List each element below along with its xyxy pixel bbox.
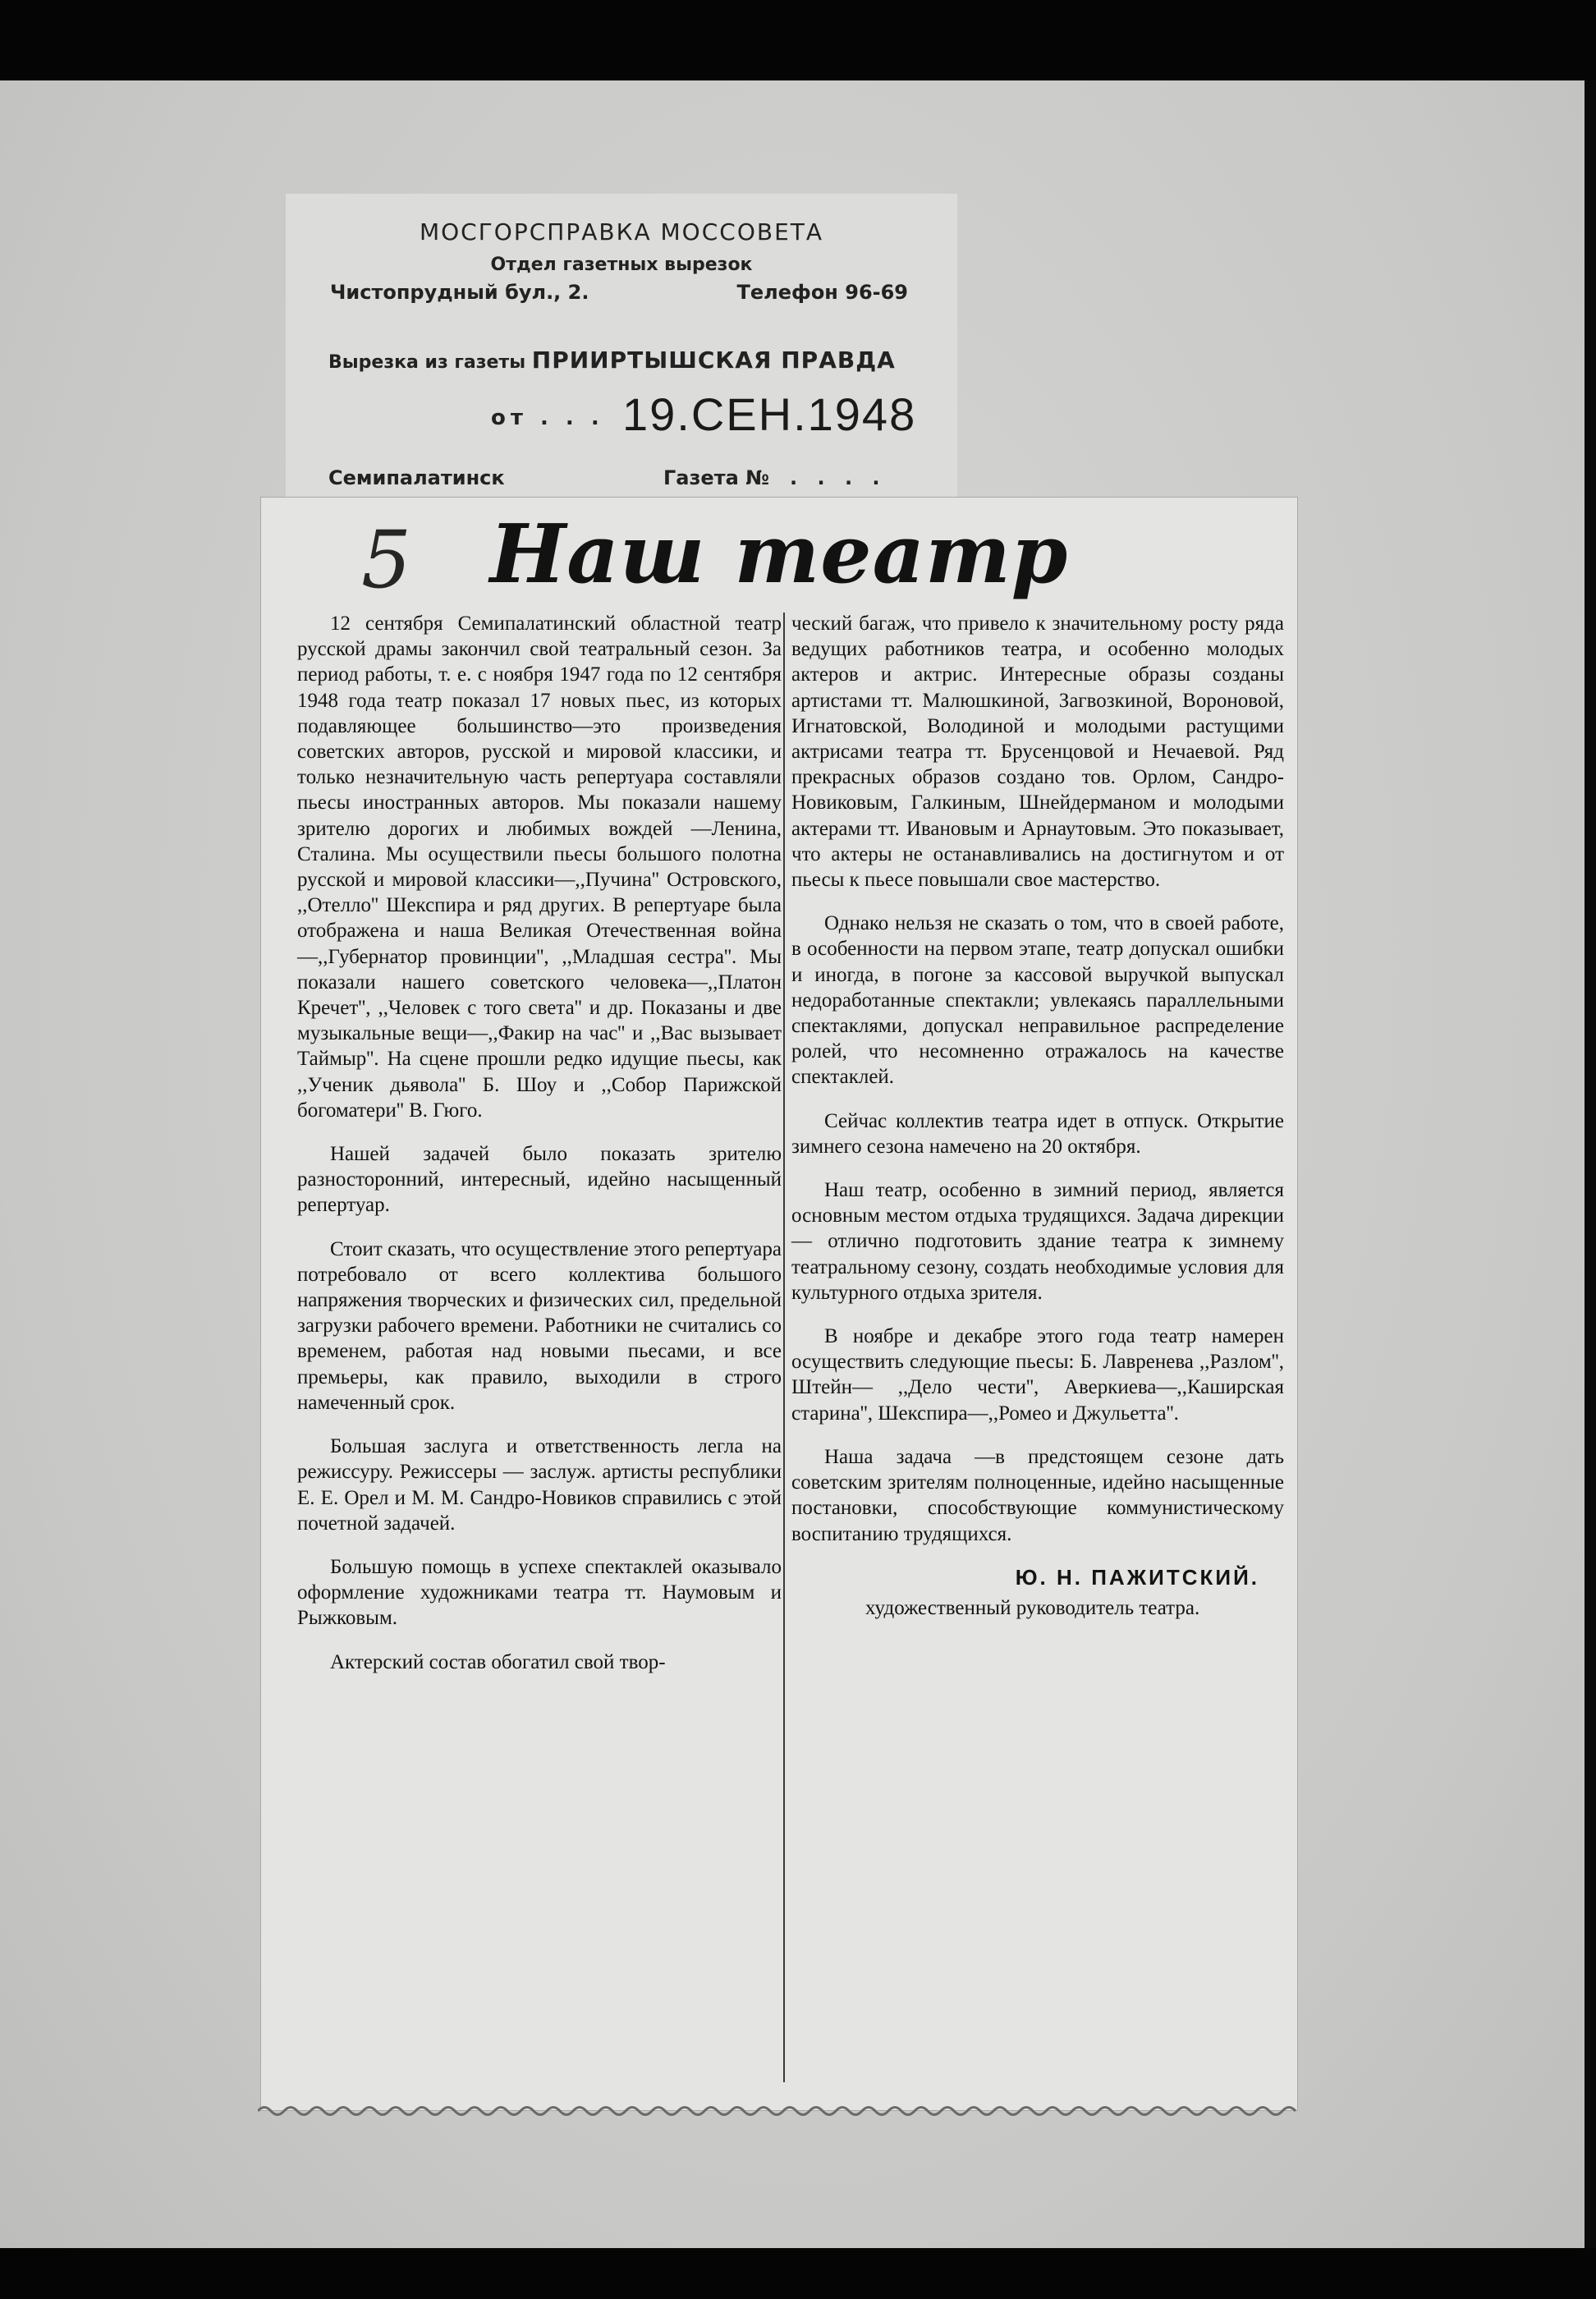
author-signature: Ю. Н. ПАЖИТСКИЙ. <box>1015 1564 1259 1590</box>
paragraph: Стоит сказать, что осуществление этого репертуара потребовало от всего коллектива большого напряжения творческих и физических сил, предельной загрузки рабочего времени. Работники не считались со временем, работая над новыми пьесами, и все премьеры, как правило, выходили в строго намеченный срок. <box>297 1237 782 1414</box>
paragraph: Нашей задачей было показать зрителю разносторонний, интересный, идейно насыщенный репертуар. <box>297 1143 782 1217</box>
paragraph: В ноябре и декабре этого года театр намерен осуществить следующие пьесы: Б. Лавренева ,,Разлом'', Штейн— ,,Дело чести'', Аверкиева—,,Каширская старина'', Шекспира—,,Ромео и Джульетта''. <box>791 1325 1284 1425</box>
agency-address: Чистопрудный бул., 2. <box>330 281 589 304</box>
gazette-number-label: Газета № <box>663 466 770 489</box>
page-edge-shadow <box>1585 80 1596 2248</box>
newspaper-clipping <box>261 498 1297 2110</box>
paragraph: Наша задача —в предстоящем сезоне дать советским зрителям полноценные, идейно насыщенные постановки, способствующие коммунистическому воспитанию трудящихся. <box>791 1445 1284 1545</box>
paragraph: Наш театр, особенно в зимний период, является основным местом отдыха трудящихся. Задача дирекции — отлично подготовить здание театра к зимнему театральному сезону, создать необходимые условия для культурного отдыха зрителя. <box>791 1179 1284 1304</box>
newspaper-name: ПРИИРТЫШСКАЯ ПРАВДА <box>531 346 896 374</box>
date-from-label: от . . . <box>491 406 604 430</box>
column-divider <box>783 613 785 2082</box>
gazette-number-blank: . . . . <box>790 466 887 489</box>
paragraph: 12 сентября Семипалатинский областной театр русской драмы закончил свой театральный сезон. За период работы, т. е. с ноября 1947 года по 12 сентября 1948 года театр показал 17 новых пьес, из которых подавляющее большинство—это произведения советских авторов, русской и мировой классики, и только незначительную часть репертуара составляли пьесы иностранных авторов. Мы показали нашему зрителю дорогих и любимых вождей —Ленина, Сталина. Мы осуществили пьесы большого полотна русской и мировой классики—,,Пучина'' Островского, ,,Отелло'' Шекспира и ряд других. В репертуаре была отображена и наша Великая Отечественная война—,,Губернатор провинции'', ,,Младшая сестра''. Мы показали нашего советского человека—,,Платон Кречет'', ,,Человек с того света'' и др. Показаны и две музыкальные вещи—,,Факир на час'' и ,,Вас вызывает Таймыр''. На сцене прошли редко идущие пьесы, как ,,Ученик дьявола'' Б. Шоу и ,,Собор Парижской богоматери'' В. Гюго. <box>297 613 782 1122</box>
agency-name: МОСГОРСПРАВКА МОССОВЕТА <box>419 218 824 246</box>
article-title: Наш театр <box>489 507 1069 602</box>
handwritten-number: 5 <box>361 514 412 606</box>
clipping-bureau-stamp <box>286 194 957 506</box>
torn-clipping-edge <box>258 2102 1300 2120</box>
paragraph: Однако нельзя не сказать о том, что в своей работе, в особенности на первом этапе, театр допускал ошибки и иногда, в погоне за кассовой выручкой выпускал недоработанные спектакли; увлекаясь параллельными спектаклями, допускал неправильное распределение ролей, что несомненно отражалось на качестве спектаклей. <box>791 912 1284 1089</box>
paragraph: ческий багаж, что привело к значительному росту ряда ведущих работников театра, и особенно молодых актеров и актрис. Интересные образы созданы артистами тт. Малюшкиной, Загвозкиной, Вороновой, Игнатовской, Володиной и молодыми растущими актрисами театра тт. Брусенцовой и Нечаевой. Ряд прекрасных образов создано тов. Орлом, Сандро-Новиковым, Галкиным, Шнейдерманом и молодыми актерами тт. Ивановым и Арнаутовым. Это показывает, что актеры не останавливались на достигнутом и от пьесы к пьесе повышали свое мастерство. <box>791 613 1284 892</box>
paragraph: Сейчас коллектив театра идет в отпуск. Открытие зимнего сезона намечено на 20 октября. <box>791 1109 1284 1158</box>
paragraph: Актерский состав обогатил свой твор- <box>330 1650 666 1673</box>
paragraph: Большую помощь в успехе спектаклей оказывало оформление художниками театра тт. Наумовым и Рыжковым. <box>297 1555 782 1630</box>
paragraph: Большая заслуга и ответственность легла на режиссуру. Режиссеры — заслуж. артисты республики Е. Е. Орел и М. М. Сандро-Новиков справились с этой почетной задачей. <box>297 1435 782 1535</box>
city-name: Семипалатинск <box>328 466 505 489</box>
clip-date-stamp: 19.СЕН.1948 <box>622 388 917 440</box>
department-name: Отдел газетных вырезок <box>490 255 753 275</box>
clip-source-line <box>328 346 896 374</box>
article-right-column <box>791 611 1284 1639</box>
article-left-column <box>297 611 782 1693</box>
agency-phone: Телефон 96-69 <box>736 281 908 304</box>
author-position: художественный руководитель театра. <box>865 1596 1200 1619</box>
clip-label: Вырезка из газеты <box>328 352 526 373</box>
